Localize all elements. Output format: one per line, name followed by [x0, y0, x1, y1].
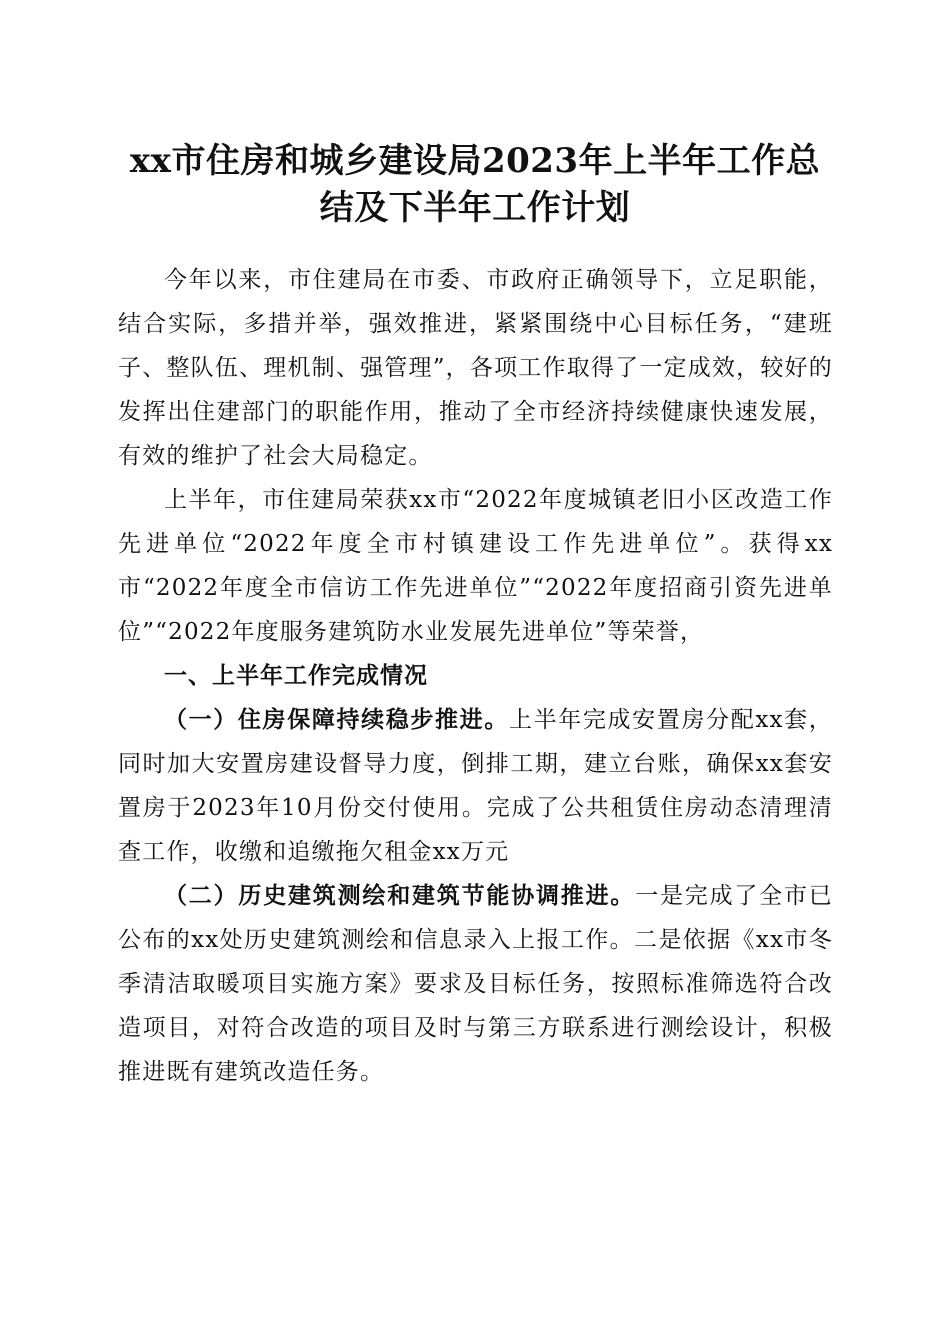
intro-paragraph: 今年以来，市住建局在市委、市政府正确领导下，立足职能，结合实际，多措并举，强效推进，紧紧围绕中心目标任务，“建班子、整队伍、理机制、强管理”，各项工作取得了一定成效，较好的发挥出住建部门的职能作用，推动了全市经济持续健康快速发展，有效的维护了社会大局稳定。 [118, 267, 833, 469]
document-body [118, 258, 833, 1094]
document-title [100, 138, 850, 232]
honors-paragraph: 上半年，市住建局荣获xx市“2022年度城镇老旧小区改造工作先进单位“2022年度全市村镇建设工作先进单位”。获得xx市“2022年度全市信访工作先进单位”“2022年度招商引资先进单位”“2022年度服务建筑防水业发展先进单位”等荣誉， [118, 487, 833, 645]
item-2-paragraph [118, 874, 833, 1094]
title-line-2: 结及下半年工作计划 [319, 188, 631, 228]
item-1-text: 上半年完成安置房分配xx套，同时加大安置房建设督导力度，倒排工期，建立台账，确保xx套安置房于2023年10月份交付使用。完成了公共租赁住房动态清理清查工作，收缴和追缴拖欠租金xx万元 [118, 707, 833, 865]
title-line-1: xx市住房和城乡建设局2023年上半年工作总 [129, 141, 821, 181]
item-2-text: 一是完成了全市已公布的xx处历史建筑测绘和信息录入上报工作。二是依据《xx市冬季清洁取暖项目实施方案》要求及目标任务，按照标准筛选符合改造项目，对符合改造的项目及时与第三方联系进行测绘设计，积极推进既有建筑改造任务。 [118, 883, 833, 1085]
section-heading-1: 一、上半年工作完成情况 [164, 663, 428, 689]
item-1-paragraph [118, 698, 833, 874]
item-2-lead: （二）历史建筑测绘和建筑节能协调推进。 [164, 882, 636, 909]
item-1-lead: （一）住房保障持续稳步推进。 [164, 706, 509, 733]
